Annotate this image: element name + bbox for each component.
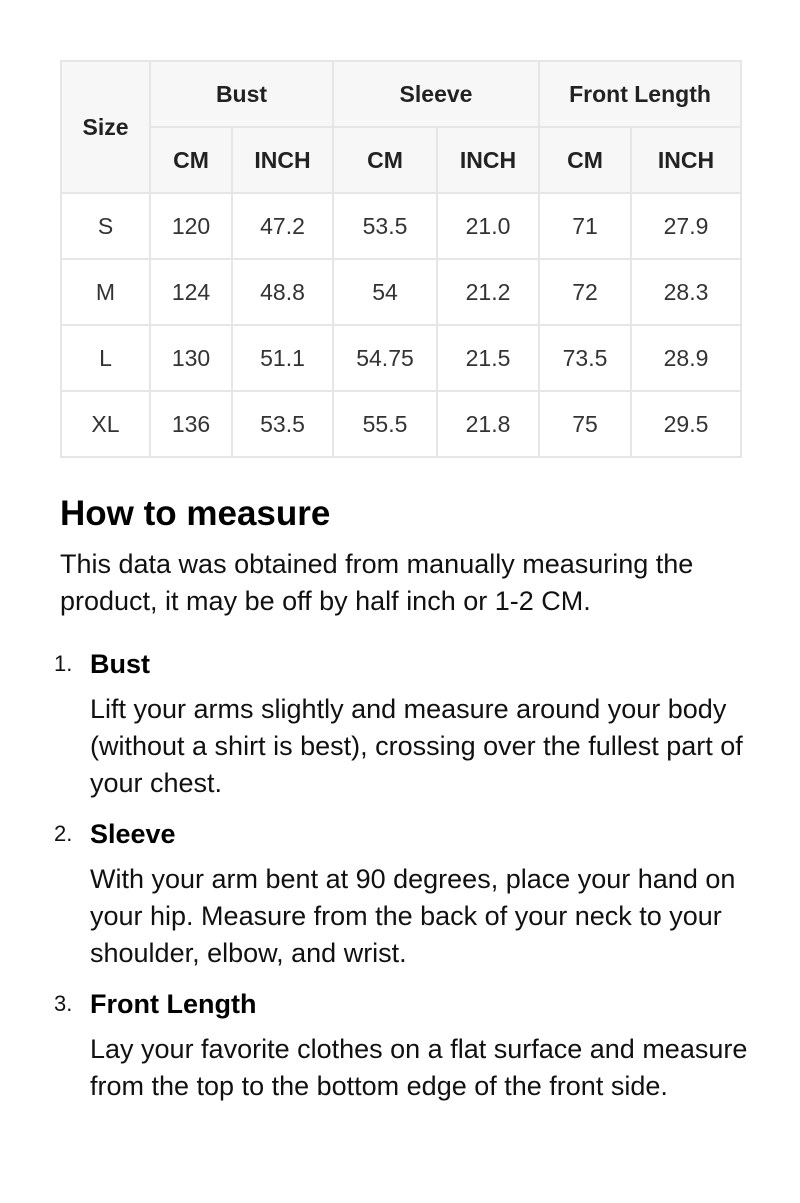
front-length-inch-cell: 28.9 xyxy=(631,325,741,391)
table-row xyxy=(61,193,741,259)
step-description: Lift your arms slightly and measure around your body (without a shirt is best), crossing over the fullest part of your chest. xyxy=(90,694,743,798)
front-length-inch-cell: 28.3 xyxy=(631,259,741,325)
front-length-cm-cell: 73.5 xyxy=(539,325,631,391)
bust-inch-cell: 48.8 xyxy=(232,259,333,325)
header-bust: Bust xyxy=(150,61,333,127)
front-length-cm-cell: 75 xyxy=(539,391,631,457)
header-sleeve: Sleeve xyxy=(333,61,539,127)
section-title: How to measure xyxy=(60,494,331,533)
sleeve-inch-cell: 21.5 xyxy=(437,325,539,391)
header-sleeve-inch: INCH xyxy=(437,127,539,193)
step-description: Lay your favorite clothes on a flat surface and measure from the top to the bottom edge of the front side. xyxy=(90,1034,748,1101)
sleeve-inch-cell: 21.0 xyxy=(437,193,539,259)
bust-cm-cell: 120 xyxy=(150,193,232,259)
sleeve-cm-cell: 54 xyxy=(333,259,437,325)
front-length-inch-cell: 29.5 xyxy=(631,391,741,457)
bust-inch-cell: 47.2 xyxy=(232,193,333,259)
bust-inch-cell: 51.1 xyxy=(232,325,333,391)
size-cell: L xyxy=(61,325,150,391)
size-chart-table xyxy=(60,60,742,458)
sleeve-cm-cell: 55.5 xyxy=(333,391,437,457)
step-title: Bust xyxy=(90,649,150,679)
sleeve-inch-cell: 21.2 xyxy=(437,259,539,325)
step-title: Front Length xyxy=(90,989,257,1019)
front-length-cm-cell: 71 xyxy=(539,193,631,259)
step-number: 3. xyxy=(54,991,73,1016)
front-length-inch-cell: 27.9 xyxy=(631,193,741,259)
header-row-groups xyxy=(61,61,741,127)
step-front-length xyxy=(54,986,750,1105)
header-front-length-cm: CM xyxy=(539,127,631,193)
step-title: Sleeve xyxy=(90,819,176,849)
measure-steps-list xyxy=(54,646,750,1105)
sleeve-cm-cell: 54.75 xyxy=(333,325,437,391)
header-bust-cm: CM xyxy=(150,127,232,193)
size-cell: M xyxy=(61,259,150,325)
table-row xyxy=(61,391,741,457)
how-to-measure-section xyxy=(54,490,750,1119)
bust-cm-cell: 124 xyxy=(150,259,232,325)
header-size: Size xyxy=(61,61,150,193)
bust-cm-cell: 136 xyxy=(150,391,232,457)
header-row-units xyxy=(61,127,741,193)
size-cell: S xyxy=(61,193,150,259)
bust-inch-cell: 53.5 xyxy=(232,391,333,457)
step-number: 2. xyxy=(54,821,73,846)
step-number: 1. xyxy=(54,651,73,676)
step-sleeve xyxy=(54,816,750,972)
sleeve-inch-cell: 21.8 xyxy=(437,391,539,457)
header-front-length: Front Length xyxy=(539,61,741,127)
bust-cm-cell: 130 xyxy=(150,325,232,391)
header-bust-inch: INCH xyxy=(232,127,333,193)
table-row xyxy=(61,325,741,391)
front-length-cm-cell: 72 xyxy=(539,259,631,325)
header-front-length-inch: INCH xyxy=(631,127,741,193)
sleeve-cm-cell: 53.5 xyxy=(333,193,437,259)
intro-text: This data was obtained from manually measuring the product, it may be off by half inch or 1-2 CM. xyxy=(60,549,694,616)
step-bust xyxy=(54,646,750,802)
header-sleeve-cm: CM xyxy=(333,127,437,193)
table-row xyxy=(61,259,741,325)
size-cell: XL xyxy=(61,391,150,457)
step-description: With your arm bent at 90 degrees, place your hand on your hip. Measure from the back of your neck to your shoulder, elbow, and wrist. xyxy=(90,864,736,968)
